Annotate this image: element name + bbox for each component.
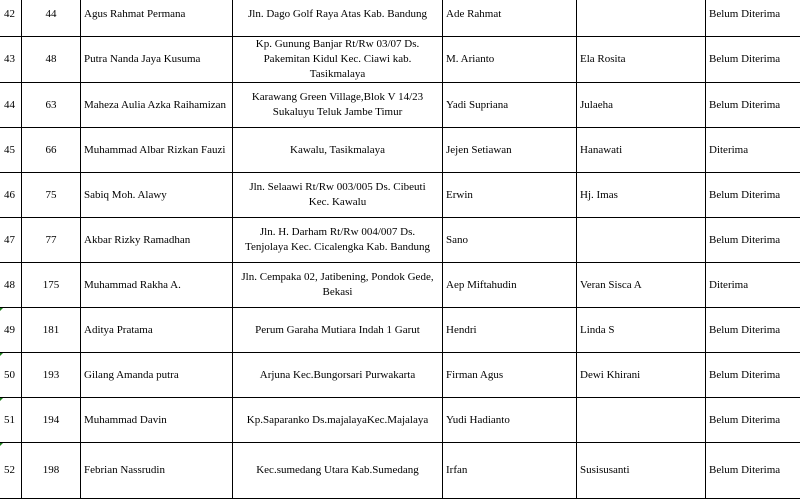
status-cell[interactable] xyxy=(706,0,800,37)
status-text: Diterima xyxy=(709,143,749,156)
address-cell[interactable] xyxy=(233,37,443,83)
address-text: Jln. H. Darham Rt/Rw 004/007 Ds. Tenjolaya Kec. Cicalengka Kab. Bandung xyxy=(245,226,430,253)
mother-name-text: Susisusanti xyxy=(580,464,630,476)
student-name-text: Agus Rahmat Permana xyxy=(84,7,186,20)
registration-id-cell[interactable] xyxy=(22,263,81,308)
registration-id-cell[interactable] xyxy=(22,0,81,37)
table-row[interactable] xyxy=(0,0,800,37)
row-number-cell[interactable] xyxy=(0,128,22,173)
student-name-text: Akbar Rizky Ramadhan xyxy=(84,233,191,246)
row-number-text: 50 xyxy=(4,368,15,381)
registration-id-cell[interactable] xyxy=(22,443,81,499)
status-cell[interactable] xyxy=(706,353,800,398)
row-number-cell[interactable] xyxy=(0,398,22,443)
row-number-text: 47 xyxy=(4,233,15,246)
registration-id-text: 48 xyxy=(45,53,57,65)
mother-name-cell[interactable] xyxy=(577,308,706,353)
student-name-text: Febrian Nassrudin xyxy=(84,464,165,476)
student-name-cell[interactable] xyxy=(81,218,233,263)
registration-id-cell[interactable] xyxy=(22,353,81,398)
status-cell[interactable] xyxy=(706,443,800,499)
row-number-text: 48 xyxy=(4,278,15,291)
father-name-cell[interactable] xyxy=(443,83,577,128)
mother-name-cell[interactable] xyxy=(577,398,706,443)
status-cell[interactable] xyxy=(706,128,800,173)
table-row[interactable] xyxy=(0,173,800,218)
mother-name-cell[interactable] xyxy=(577,0,706,37)
mother-name-cell[interactable] xyxy=(577,443,706,499)
student-name-text: Sabiq Moh. Alawy xyxy=(84,188,167,201)
row-number-cell[interactable] xyxy=(0,308,22,353)
student-name-cell[interactable] xyxy=(81,128,233,173)
mother-name-cell[interactable] xyxy=(577,353,706,398)
student-name-cell[interactable] xyxy=(81,308,233,353)
status-text: Belum Diterima xyxy=(709,53,781,65)
father-name-cell[interactable] xyxy=(443,443,577,499)
student-name-cell[interactable] xyxy=(81,353,233,398)
mother-name-text: Ela Rosita xyxy=(580,53,626,65)
row-number-text: 42 xyxy=(4,7,15,20)
row-number-cell[interactable] xyxy=(0,0,22,37)
table-row[interactable] xyxy=(0,37,800,83)
father-name-text: Yadi Supriana xyxy=(446,98,509,111)
status-cell[interactable] xyxy=(706,83,800,128)
status-cell[interactable] xyxy=(706,398,800,443)
student-name-text: Muhammad Albar Rizkan Fauzi xyxy=(84,143,226,156)
father-name-text: M. Arianto xyxy=(446,53,495,65)
father-name-cell[interactable] xyxy=(443,308,577,353)
address-cell[interactable] xyxy=(233,353,443,398)
student-name-text: Muhammad Davin xyxy=(84,413,167,426)
row-number-cell[interactable] xyxy=(0,37,22,83)
comment-indicator-icon xyxy=(0,398,3,403)
table-row[interactable] xyxy=(0,218,800,263)
address-text: Kp.Saparanko Ds.majalayaKec.Majalaya xyxy=(246,413,429,426)
student-name-cell[interactable] xyxy=(81,83,233,128)
address-cell[interactable] xyxy=(233,218,443,263)
status-text: Belum Diterima xyxy=(709,233,781,246)
status-text: Belum Diterima xyxy=(709,368,781,381)
status-cell[interactable] xyxy=(706,263,800,308)
address-cell[interactable] xyxy=(233,443,443,499)
address-text: Karawang Green Village,Blok V 14/23 Sukaluyu Teluk Jambe Timur xyxy=(251,91,424,118)
father-name-cell[interactable] xyxy=(443,37,577,83)
mother-name-text: Hanawati xyxy=(580,143,623,156)
student-name-text: Maheza Aulia Azka Raihamizan xyxy=(84,98,227,111)
address-cell[interactable] xyxy=(233,0,443,37)
status-text: Belum Diterima xyxy=(709,7,781,20)
student-name-cell[interactable] xyxy=(81,263,233,308)
table-row[interactable] xyxy=(0,128,800,173)
row-number-text: 44 xyxy=(4,98,15,111)
registration-id-cell[interactable] xyxy=(22,173,81,218)
row-number-cell[interactable] xyxy=(0,218,22,263)
father-name-cell[interactable] xyxy=(443,173,577,218)
registration-id-text: 194 xyxy=(42,413,60,426)
address-text: Kec.sumedang Utara Kab.Sumedang xyxy=(256,464,419,476)
status-text: Belum Diterima xyxy=(709,188,781,201)
registration-id-cell[interactable] xyxy=(22,308,81,353)
registration-id-cell[interactable] xyxy=(22,128,81,173)
student-name-cell[interactable] xyxy=(81,173,233,218)
mother-name-text: Veran Sisca A xyxy=(580,278,642,291)
address-text: Arjuna Kec.Bungorsari Purwakarta xyxy=(259,368,416,381)
address-text: Kawalu, Tasikmalaya xyxy=(290,143,385,156)
row-number-cell[interactable] xyxy=(0,263,22,308)
row-number-cell[interactable] xyxy=(0,83,22,128)
comment-indicator-icon xyxy=(0,443,3,448)
status-text: Belum Diterima xyxy=(709,98,781,111)
status-text: Diterima xyxy=(709,278,749,291)
father-name-text: Hendri xyxy=(446,323,477,336)
registration-id-text: 198 xyxy=(42,464,60,476)
table-row[interactable] xyxy=(0,353,800,398)
address-text: Jln. Selaawi Rt/Rw 003/005 Ds. Cibeuti Kec. Kawalu xyxy=(249,181,426,208)
status-cell[interactable] xyxy=(706,37,800,83)
student-name-cell[interactable] xyxy=(81,443,233,499)
father-name-cell[interactable] xyxy=(443,128,577,173)
address-cell[interactable] xyxy=(233,308,443,353)
address-text: Jln. Dago Golf Raya Atas Kab. Bandung xyxy=(247,7,428,20)
table-row[interactable] xyxy=(0,443,800,499)
registration-id-text: 175 xyxy=(42,278,60,291)
father-name-cell[interactable] xyxy=(443,218,577,263)
registration-id-text: 77 xyxy=(45,233,57,246)
row-number-text: 46 xyxy=(4,188,15,201)
status-text: Belum Diterima xyxy=(709,323,781,336)
student-name-text: Gilang Amanda putra xyxy=(84,368,179,381)
row-number-text: 45 xyxy=(4,143,15,156)
address-cell[interactable] xyxy=(233,398,443,443)
address-cell[interactable] xyxy=(233,128,443,173)
student-name-text: Muhammad Rakha A. xyxy=(84,278,181,291)
father-name-cell[interactable] xyxy=(443,0,577,37)
mother-name-cell[interactable] xyxy=(577,128,706,173)
registration-id-text: 44 xyxy=(45,7,57,20)
row-number-text: 51 xyxy=(4,413,15,426)
registration-id-text: 193 xyxy=(42,368,60,381)
status-cell[interactable] xyxy=(706,308,800,353)
address-text: Perum Garaha Mutiara Indah 1 Garut xyxy=(255,323,420,336)
table-row[interactable] xyxy=(0,263,800,308)
registration-id-cell[interactable] xyxy=(22,83,81,128)
address-cell[interactable] xyxy=(233,173,443,218)
registration-id-cell[interactable] xyxy=(22,218,81,263)
row-number-cell[interactable] xyxy=(0,443,22,499)
row-number-cell[interactable] xyxy=(0,353,22,398)
student-name-cell[interactable] xyxy=(81,398,233,443)
mother-name-text: Hj. Imas xyxy=(580,188,618,201)
father-name-text: Ade Rahmat xyxy=(446,7,502,20)
father-name-cell[interactable] xyxy=(443,398,577,443)
address-text: Kp. Gunung Banjar Rt/Rw 03/07 Ds. Pakemitan Kidul Kec. Ciawi kab. Tasikmalaya xyxy=(255,38,420,80)
row-number-cell[interactable] xyxy=(0,173,22,218)
mother-name-cell[interactable] xyxy=(577,263,706,308)
father-name-text: Firman Agus xyxy=(446,368,504,381)
student-name-cell[interactable] xyxy=(81,37,233,83)
student-name-text: Aditya Pratama xyxy=(84,323,153,336)
row-number-text: 43 xyxy=(4,53,15,65)
father-name-text: Jejen Setiawan xyxy=(446,143,512,156)
mother-name-cell[interactable] xyxy=(577,218,706,263)
status-text: Belum Diterima xyxy=(709,464,781,476)
mother-name-text: Julaeha xyxy=(580,98,613,111)
registration-id-text: 63 xyxy=(45,98,57,111)
row-number-text: 52 xyxy=(4,464,15,476)
father-name-cell[interactable] xyxy=(443,353,577,398)
address-cell[interactable] xyxy=(233,83,443,128)
status-cell[interactable] xyxy=(706,173,800,218)
comment-indicator-icon xyxy=(0,353,3,358)
mother-name-cell[interactable] xyxy=(577,83,706,128)
mother-name-cell[interactable] xyxy=(577,173,706,218)
father-name-text: Irfan xyxy=(446,464,468,476)
mother-name-text: Linda S xyxy=(580,323,615,336)
address-text: Jln. Cempaka 02, Jatibening, Pondok Gede, Bekasi xyxy=(241,271,434,298)
row-number-text: 49 xyxy=(4,323,15,336)
comment-indicator-icon xyxy=(0,308,3,313)
father-name-text: Sano xyxy=(446,233,468,246)
registration-id-text: 181 xyxy=(42,323,60,336)
student-name-text: Putra Nanda Jaya Kusuma xyxy=(84,53,201,65)
table-row[interactable] xyxy=(0,83,800,128)
father-name-text: Yudi Hadianto xyxy=(446,413,510,426)
registration-id-text: 75 xyxy=(45,188,57,201)
mother-name-text: Dewi Khirani xyxy=(580,368,641,381)
student-name-cell[interactable] xyxy=(81,0,233,37)
father-name-cell[interactable] xyxy=(443,263,577,308)
table-row[interactable] xyxy=(0,398,800,443)
status-cell[interactable] xyxy=(706,218,800,263)
father-name-text: Erwin xyxy=(446,188,473,201)
address-cell[interactable] xyxy=(233,263,443,308)
mother-name-cell[interactable] xyxy=(577,37,706,83)
registration-id-cell[interactable] xyxy=(22,398,81,443)
table-row[interactable] xyxy=(0,308,800,353)
registration-id-text: 66 xyxy=(45,143,57,156)
status-text: Belum Diterima xyxy=(709,413,781,426)
registration-id-cell[interactable] xyxy=(22,37,81,83)
father-name-text: Aep Miftahudin xyxy=(446,278,517,291)
